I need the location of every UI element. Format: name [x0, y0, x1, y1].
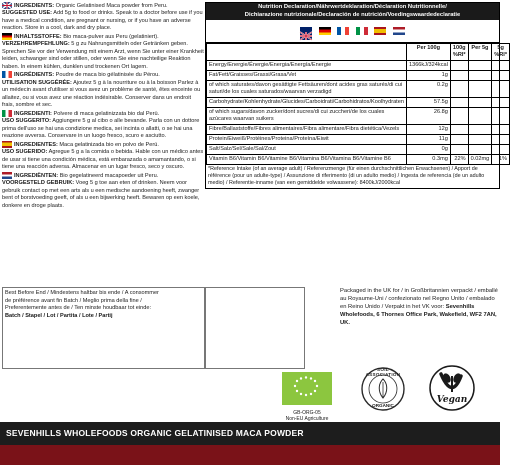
nutrition-cell-ri100 — [450, 145, 468, 155]
eu-code: GB-ORG-05 — [293, 410, 321, 416]
ingredient-label: INGREDIËNTEN: — [14, 172, 59, 179]
ingredient-label: INGREDIENTS: — [14, 2, 55, 9]
ingredient-text: Maca gelatinizada bio en polvo de Perú. — [57, 141, 159, 148]
nutrition-cell-per100: 11g — [406, 135, 450, 145]
ingredient-text: Bio maca-pulver aus Peru (gelatiniert). — [61, 33, 159, 40]
nutrition-flags — [206, 20, 499, 43]
nutrition-cell-ri5 — [492, 135, 510, 145]
ingredient-line-fr — [2, 71, 204, 79]
flag-france-icon — [2, 71, 12, 78]
ingredient-text: 5 g zu Nahrungsmitteln oder Getränken geben. Sprechen Sie vor der Verwendung mit einem Arzt, wenn Sie unter einer Krankheit leiden, schwanger sind oder stillen, oder wenn Sie eine nachteilige Reaktion haben. In einem kühlen, dunklen und trockenen Ort lagern. — [2, 41, 204, 70]
nutrition-cell-ri5: 1% — [492, 155, 510, 165]
ingredient-line-fr — [2, 80, 204, 110]
nutrition-cell-label: of which sugars/davon zucker/dont sucres/di cui zuccheri/de los cuales azúcares waarvan suikers — [207, 108, 407, 125]
soil-bottom-text: ORGANIC — [372, 403, 394, 408]
ingredient-label: INHALTSSTOFFE: — [14, 33, 62, 40]
eu-organic-logo — [282, 372, 332, 422]
nutrition-cell-label: Fat/Fett/Graisses/Grassi/Grasa/Vet — [207, 71, 407, 81]
best-before-line-1: Best Before End / Mindestens haltbar bis ende / A consommer — [5, 290, 159, 296]
nutrition-cell-per5 — [468, 71, 492, 81]
footer-title-bar — [0, 422, 500, 445]
header-per100: Per 100g — [406, 44, 450, 61]
ingredient-text: Aggiungere 5 g al cibo o alle bevande. Parla con un dottore prima dell'uso se hai una condizione medica, sei incinta o allatti, o se hai una reazione avversa. Conservare in un luogo fresco, scuro e asciutto. — [2, 118, 200, 140]
flag-france-icon — [337, 27, 349, 35]
packed-company: Sevenhills Wholefoods, 6 Thornes Office Park, Wakefield, WF2 7AN, UK. — [340, 304, 497, 326]
nutrition-cell-per5 — [468, 135, 492, 145]
ingredient-label: VOORGESTELD GEBRUIK: — [2, 180, 75, 187]
nutrition-cell-ri5 — [492, 145, 510, 155]
header-per5: Per 5g — [468, 44, 492, 61]
nutrition-cell-per100: 12g — [406, 125, 450, 135]
nutrition-cell-ri100 — [450, 71, 468, 81]
table-row — [207, 155, 510, 165]
nutrition-cell-ri100 — [450, 135, 468, 145]
nutrition-cell-label: Vitamin B6/Vitamin B6/Vitamine B6/Vitamina B6/Vitamina B6/Vitamine B6 — [207, 155, 407, 165]
table-row — [207, 145, 510, 155]
ingredient-line-it — [2, 118, 204, 141]
nutrition-cell-ri100 — [450, 125, 468, 135]
ingredient-text: Ajoutez 5 g à la nourriture ou à la boisson Parlez à un médecin avant d'utiliser si vous avez un problème de santé, êtes enceinte ou allaitez, ou si vous avez une réaction indésirable. Conserver dans un endroit frais, sombre et sec. — [2, 79, 201, 109]
nutrition-cell-ri5 — [492, 61, 510, 71]
nutrition-cell-per100: 0g — [406, 145, 450, 155]
flag-germany-icon — [2, 33, 12, 40]
batch-label: Batch / Stapel / Lot / Partita / Lote / Partij — [5, 312, 113, 319]
flag-spain-icon — [374, 27, 386, 35]
nutrition-cell-per100: 1366kJ/324kcal — [406, 61, 450, 71]
packed-line: Packaged in the UK for / in Großbritannien verpackt / emballé au Royaume-Uni / confezionato nel Regno Unito / embalado en Reino Unido / Verpakt in het VK voor: — [340, 288, 498, 310]
ingredient-line-en — [2, 2, 204, 10]
batch-box — [205, 287, 305, 369]
ingredient-line-it — [2, 110, 204, 118]
nutrition-cell-ri5 — [492, 81, 510, 98]
ingredient-text: Agregue 5 g a la comida o bebida. Hable con un médico antes de usar si tiene una condición médica, está embarazada o amamantando, o si tiene una reacción adversa. Almacenar en un lugar fresco, seco y oscuro. — [2, 149, 204, 171]
nutrition-cell-ri5 — [492, 125, 510, 135]
ingredient-text: Add 5g to food or drinks. Speak to a doctor before use if you have a medical condition, are pregnant or nursing, or if you have an adverse reaction. Store in a cool, dark and dry place. — [2, 10, 203, 32]
nutrition-cell-label: of which saturates/davon gesättigte Fettsäuren/dont acides gras saturés/di cui saturi/de los cuales saturados/waarvan verzadigd — [207, 81, 407, 98]
header-ri100: 100g %RI* — [450, 44, 468, 61]
table-row — [207, 135, 510, 145]
ingredient-text: Bio gegelatineerd macapoeder uit Peru. — [58, 172, 159, 179]
nutrition-cell-label: Salt/Salz/Sel/Sale/Sal/Zout — [207, 145, 407, 155]
flag-spain-icon — [2, 141, 12, 148]
vegan-sunflower-icon — [427, 364, 477, 416]
nutrition-cell-per5 — [468, 98, 492, 108]
ingredient-label: VERZEHREMPFEHLUNG: — [2, 41, 70, 48]
nutrition-cell-ri100 — [450, 61, 468, 71]
nutrition-table — [205, 2, 508, 189]
ingredient-label: INGRÉDIENTS: — [14, 72, 55, 79]
nutrition-cell-per100: 57.5g — [406, 98, 450, 108]
nutrition-cell-per5: 0.02mg — [468, 155, 492, 165]
nutrition-cell-per100: 26.8g — [406, 108, 450, 125]
ingredient-text: Organic Gelatinised Maca powder from Peru. — [54, 2, 168, 9]
best-before-line-3: Preferentemente antes de / Ten minste houdbaar tot einde: — [5, 305, 152, 311]
packed-info — [340, 287, 498, 327]
nutrition-cell-ri5 — [492, 98, 510, 108]
nutrition-cell-ri100 — [450, 81, 468, 98]
ingredient-label: USO SUGGERITO: — [2, 118, 52, 125]
table-row — [207, 71, 510, 81]
ingredient-text: Poudre de maca bio gélatinisée du Pérou. — [54, 72, 160, 79]
ingredient-line-nl — [2, 180, 204, 210]
nutrition-cell-label: Carbohydrate/Kohlenhydrate/Glucides/Carboidrati/Carbohidratos/Koolhydraten — [207, 98, 407, 108]
ingredient-line-de — [2, 41, 204, 71]
ingredient-text: Polvere di maca gelatinizzata bio dal Perù. — [51, 110, 160, 117]
nutrition-cell-ri100 — [450, 108, 468, 125]
best-before-box — [2, 287, 205, 369]
nutrition-cell-per5 — [468, 61, 492, 71]
ingredient-label: USO SUGERIDO: — [2, 149, 48, 156]
nutrition-title-line-1: Nutrition Declaration/Nährwertdeklaration/Déclaration Nutritionnelle/ — [258, 4, 447, 10]
nutrition-cell-per5 — [468, 108, 492, 125]
nutrition-header-row — [207, 44, 510, 61]
table-row — [207, 108, 510, 125]
ingredient-line-es — [2, 141, 204, 149]
nutrition-cell-label: Energy/Energie/Énergie/Energia/Energía/Energie — [207, 61, 407, 71]
soil-association-logo — [360, 366, 406, 412]
nutrition-cell-label: Fibre/Ballaststoffe/Fibres alimentaires/Fibra alimentare/Fibra dietética/Vezels — [207, 125, 407, 135]
ingredient-line-en — [2, 10, 204, 33]
nutrition-cell-ri100: 22% — [450, 155, 468, 165]
nutrition-cell-per5 — [468, 125, 492, 135]
flag-italy-icon — [356, 27, 368, 35]
nutrition-footnote: *Reference Intake (of an average adult) / Referenzmenge (für einen durchschnittlichen Erwachsenen) / Apport de référence (pour un adulte-type) / Assunzione di riferimento (di un adulto medio) / Ingesta de referencia (de un adulto medio) / Referentie-inname (van een gemiddelde volwassene): 8400kJ/2000kcal — [208, 166, 485, 186]
eu-leaf-icon — [282, 372, 332, 405]
ingredient-label: INGREDIENTES: — [14, 141, 58, 148]
nutrition-cell-per100: 0.2g — [406, 81, 450, 98]
flag-uk-icon — [2, 2, 12, 9]
nutrition-title — [206, 3, 499, 20]
flag-uk-icon — [300, 27, 312, 35]
flag-germany-icon — [319, 27, 331, 35]
header-label — [207, 44, 407, 61]
ingredient-line-nl — [2, 172, 204, 180]
soil-top-text: SOIL ASSOCIATION — [365, 367, 401, 377]
nutrition-grid — [206, 43, 510, 165]
ingredient-line-es — [2, 149, 204, 172]
ingredient-text: Voeg 5 g toe aan eten of drinken. Neem voor gebruik contact op met een arts als u een medische aandoening heeft, zwanger bent of borstvoeding geeft, of als u een bijwerking heeft. Bewaren op een koele, donkere en droge plaats. — [2, 180, 200, 209]
table-row — [207, 125, 510, 135]
ingredient-label: UTILISATION SUGGÉRÉE: — [2, 79, 72, 86]
flag-netherlands-icon — [2, 172, 12, 179]
flag-italy-icon — [2, 110, 12, 117]
ingredient-label: SUGGESTED USE: — [2, 10, 53, 17]
ingredients-column — [2, 2, 204, 210]
ingredient-label: INGREDIENTI: — [14, 110, 52, 117]
nutrition-cell-label: Protein/Eiweiß/Protéines/Proteina/Proteína/Eiwit — [207, 135, 407, 145]
footer-title: SEVENHILLS WHOLEFOODS ORGANIC GELATINISED MACA POWDER — [6, 428, 304, 438]
nutrition-cell-ri5 — [492, 108, 510, 125]
vegan-logo — [427, 364, 477, 416]
vegan-text: Vegan — [436, 395, 468, 405]
nutrition-cell-per5 — [468, 145, 492, 155]
flag-netherlands-icon — [393, 27, 405, 35]
eu-text: Non-EU Agriculture — [285, 416, 329, 422]
nutrition-cell-ri100 — [450, 98, 468, 108]
nutrition-title-line-2: Dichiarazione nutrizionale/Declaración de nutrición/Voedingswaardedeclaratie — [244, 11, 461, 18]
table-row — [207, 98, 510, 108]
table-row — [207, 81, 510, 98]
ingredient-line-de — [2, 33, 204, 41]
nutrition-cell-per100: 1g — [406, 71, 450, 81]
footer-maroon-bar — [0, 445, 500, 465]
nutrition-cell-per5 — [468, 81, 492, 98]
best-before-line-2: de préférence avant fin Batch / Meglio prima della fine / — [5, 297, 142, 304]
nutrition-cell-per100: 0.3mg — [406, 155, 450, 165]
table-row — [207, 61, 510, 71]
header-ri5: 5g %RI* — [492, 44, 510, 61]
nutrition-cell-ri5 — [492, 71, 510, 81]
